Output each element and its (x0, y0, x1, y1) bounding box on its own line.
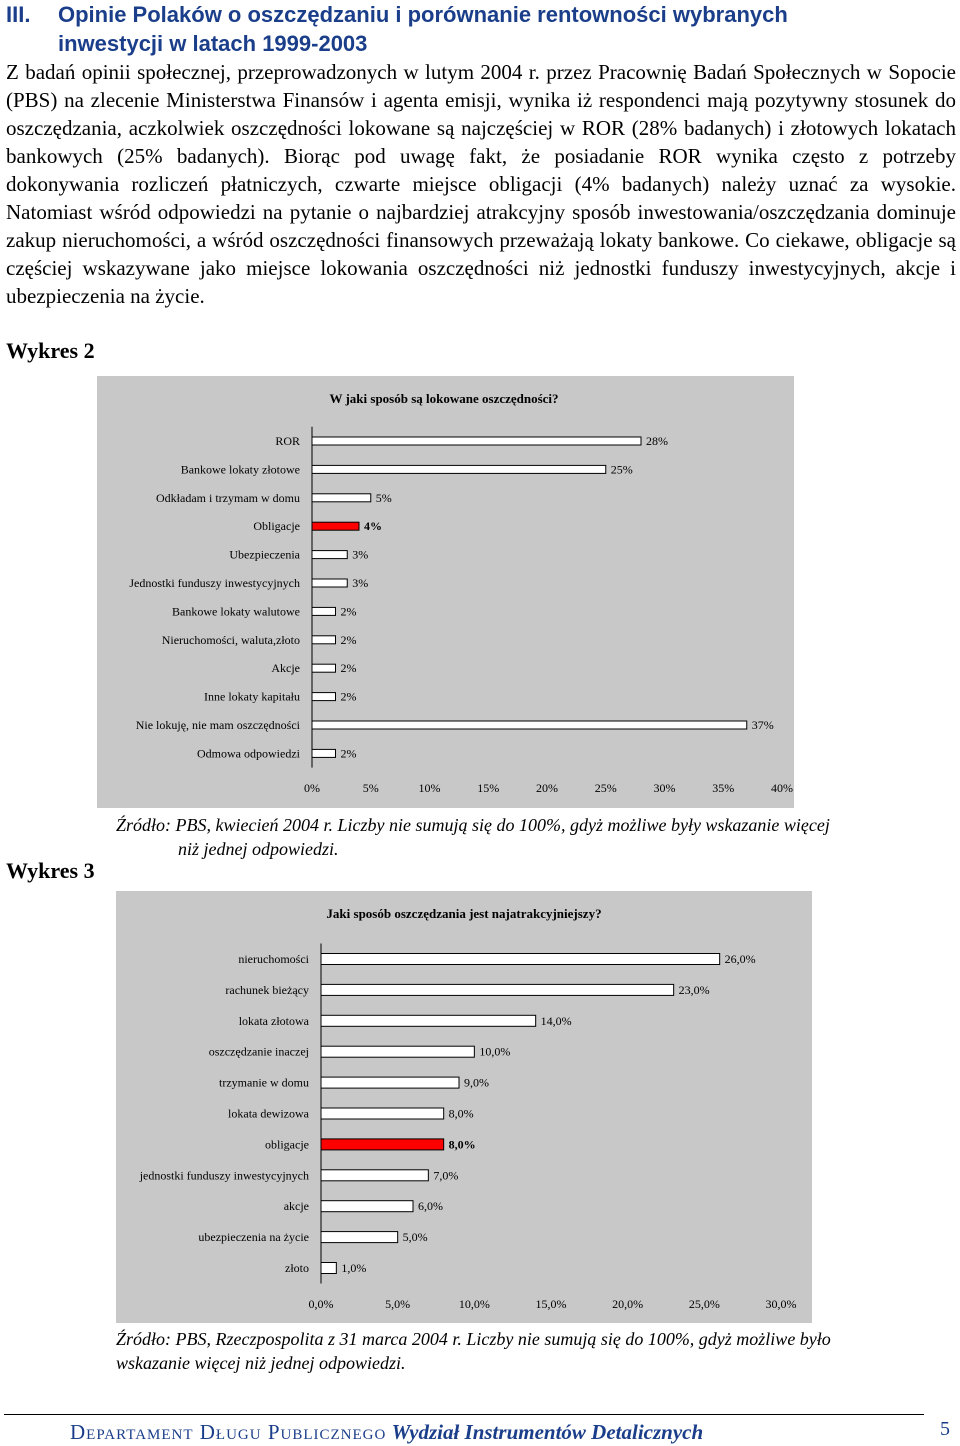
category-label: Odkładam i trzymam w domu (156, 490, 300, 505)
category-label: oszczędzanie inaczej (208, 1044, 309, 1059)
x-tick-label: 0% (304, 781, 320, 795)
value-label: 26,0% (724, 952, 756, 966)
value-label: 8,0% (448, 1137, 476, 1152)
footer-divider (4, 1414, 924, 1415)
x-tick-label: 30% (653, 781, 676, 795)
bar (312, 579, 347, 587)
source-note-2-line1: Źródło: PBS, kwiecień 2004 r. Liczby nie sumują się do 100%, gdyż możliwe były wskazanie więcej (116, 815, 830, 835)
x-tick-label: 25,0% (688, 1297, 720, 1311)
value-label: 23,0% (678, 982, 710, 997)
bar (321, 1046, 474, 1057)
section-title-line1: Opinie Polaków o oszczędzaniu i porównanie rentowności wybranych (58, 2, 788, 27)
category-label: nieruchomości (238, 952, 309, 966)
chart-title: W jaki sposób są lokowane oszczędności? (329, 391, 559, 406)
value-label: 1,0% (341, 1261, 367, 1275)
category-label: ROR (275, 434, 300, 448)
category-label: Akcje (271, 661, 300, 676)
bar (312, 551, 347, 559)
x-tick-label: 15% (477, 781, 500, 795)
x-tick-label: 10% (418, 781, 441, 795)
value-label: 2% (340, 604, 357, 619)
bar (321, 1263, 336, 1274)
x-tick-label: 35% (712, 781, 735, 795)
category-label: akcje (283, 1199, 309, 1214)
chart-title: Jaki sposób oszczędzania jest najatrakcyjniejszy? (326, 906, 602, 921)
category-label: trzymanie w domu (219, 1075, 309, 1090)
value-label: 10,0% (479, 1044, 511, 1059)
category-label: Nieruchomości, waluta,złoto (161, 632, 300, 647)
bar (312, 636, 336, 644)
bar (321, 1108, 444, 1119)
bar (321, 1170, 428, 1181)
x-tick-label: 25% (594, 781, 617, 795)
x-tick-label: 20% (536, 781, 558, 795)
value-label: 7,0% (433, 1168, 459, 1183)
x-tick-label: 5,0% (385, 1297, 411, 1311)
page-number: 5 (940, 1418, 950, 1440)
chart-savings-location (97, 376, 794, 808)
source-note-2-line2: niż jednej odpowiedzi. (178, 839, 339, 859)
bar (321, 1077, 459, 1088)
category-label: Obligacje (253, 519, 300, 534)
x-tick-label: 5% (362, 781, 379, 795)
bar (321, 1232, 398, 1243)
value-label: 14,0% (540, 1013, 572, 1028)
x-tick-label: 30,0% (765, 1297, 797, 1311)
source-note-3 (116, 1327, 831, 1375)
bar (312, 664, 336, 672)
category-label: Ubezpieczenia (229, 547, 300, 562)
wykres-2-label: Wykres 2 (6, 338, 95, 363)
category-label: lokata dewizowa (228, 1106, 309, 1121)
category-label: ubezpieczenia na życie (198, 1230, 309, 1245)
chart-attractive-saving-svg (116, 891, 812, 1323)
footer (70, 1420, 870, 1445)
value-label: 6,0% (418, 1199, 443, 1214)
x-tick-label: 0,0% (308, 1297, 334, 1311)
category-label: Bankowe lokaty złotowe (180, 462, 300, 477)
bar (312, 437, 641, 445)
bar (321, 954, 720, 965)
value-label: 2% (340, 632, 357, 647)
section-title-line2: inwestycji w latach 1999-2003 (58, 31, 368, 56)
body-paragraph: Z badań opinii społecznej, przeprowadzonych w lutym 2004 r. przez Pracownię Badań Społecznych w Sopocie (PBS) na zlecenie Ministerstwa Finansów i agenta emisji, wynika iż respondenci mają pozytywny stosunek do oszczędzania, aczkolwiek oszczędności lokowane są najczęściej w ROR (28% badanych) i złotowych lokatach bankowych (25% badanych). Biorąc pod uwagę fakt, że posiadanie ROR wynika często z potrzeby dokonywania rozliczeń płatniczych, czwarte miejsce obligacji (4% badanych) należy uznać za wysokie. Natomiast wśród odpowiedzi na pytanie o najbardziej atrakcyjny sposób inwestowania/oszczędzania dominuje zakup nieruchomości, a wśród oszczędności finansowych przeważają lokaty bankowe. Co ciekawe, obligacje są częściej wskazywane jako miejsce lokowania oszczędności niż jednostki funduszy inwestycyjnych, akcje i ubezpieczenia na życie. (6, 60, 956, 308)
bar (312, 693, 336, 701)
value-label: 2% (340, 746, 357, 761)
value-label: 2% (340, 661, 357, 676)
bar (312, 465, 606, 473)
bar (312, 749, 336, 757)
x-tick-label: 40% (771, 781, 793, 795)
footer-department: Departament Długu Publicznego (70, 1420, 387, 1444)
value-label: 5% (375, 490, 392, 505)
chart-savings-location-svg (97, 376, 794, 808)
category-label: obligacje (265, 1137, 309, 1152)
x-tick-label: 10,0% (458, 1297, 490, 1311)
wykres-3-label: Wykres 3 (6, 858, 95, 883)
category-label: Odmowa odpowiedzi (197, 746, 300, 761)
bar (312, 721, 747, 729)
value-label: 8,0% (448, 1106, 474, 1121)
x-tick-label: 15,0% (535, 1297, 567, 1311)
bar (321, 984, 674, 995)
source-note-2 (116, 813, 830, 861)
value-label: 2% (340, 689, 357, 704)
bar-highlighted (321, 1139, 444, 1150)
bar-highlighted (312, 522, 359, 530)
x-tick-label: 20,0% (612, 1297, 644, 1311)
bar (321, 1201, 413, 1212)
bar (312, 607, 336, 615)
value-label: 3% (352, 547, 369, 562)
value-label: 3% (352, 576, 369, 590)
category-label: Jednostki funduszy inwestycyjnych (129, 576, 300, 590)
bar (321, 1015, 536, 1026)
value-label: 4% (364, 519, 382, 534)
source-note-3-line2: wskazanie więcej niż jednej odpowiedzi. (116, 1353, 406, 1373)
category-label: Bankowe lokaty walutowe (172, 604, 300, 619)
category-label: lokata złotowa (238, 1013, 309, 1028)
category-label: rachunek bieżący (225, 982, 309, 997)
category-label: złoto (285, 1261, 309, 1275)
source-note-3-line1: Źródło: PBS, Rzeczpospolita z 31 marca 2004 r. Liczby nie sumują się do 100%, gdyż możliwe było (116, 1329, 831, 1349)
chart-attractive-saving (116, 891, 812, 1323)
category-label: Inne lokaty kapitału (204, 689, 300, 704)
category-label: Nie lokuję, nie mam oszczędności (135, 718, 300, 732)
section-number: III. (6, 2, 31, 27)
footer-division: Wydział Instrumentów Detalicznych (391, 1420, 704, 1444)
category-label: jednostki funduszy inwestycyjnych (139, 1168, 309, 1183)
section-heading (6, 0, 956, 58)
value-label: 25% (610, 462, 633, 477)
value-label: 5,0% (402, 1230, 428, 1245)
value-label: 9,0% (464, 1075, 489, 1090)
bar (312, 494, 371, 502)
value-label: 37% (751, 718, 774, 732)
value-label: 28% (646, 434, 668, 448)
